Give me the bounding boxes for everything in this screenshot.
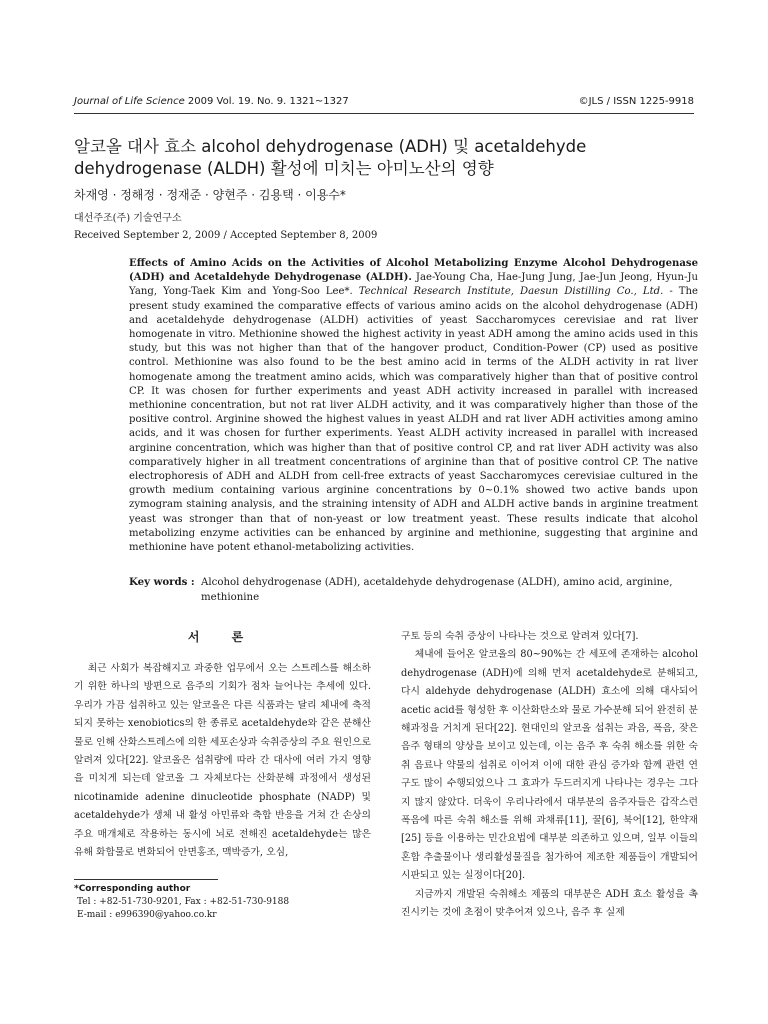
journal-citation xyxy=(74,96,349,107)
journal-name: Journal of Life Science xyxy=(74,96,185,107)
paper-title: 알코올 대사 효소 alcohol dehydrogenase (ADH) 및 acetaldehyde dehydrogenase (ALDH) 활성에 미치는 아미노산의 영향 xyxy=(74,137,587,178)
received-dates: Received September 2, 2009 / Accepted September 8, 2009 xyxy=(74,230,378,241)
footnote xyxy=(74,883,374,922)
keywords-value: Alcohol dehydrogenase (ADH), acetaldehyde dehydrogenase (ALDH), amino acid, arginine, methionine xyxy=(201,577,673,603)
footnote-email: E-mail : e996390@yahoo.co.kr xyxy=(77,910,217,920)
section-heading-introduction: 서 론 xyxy=(187,630,258,644)
intro-paragraph-1: 최근 사회가 복잡해지고 과중한 업무에서 오는 스트레스를 해소하기 위한 하나의 방편으로 음주의 기회가 점차 늘어나는 추세에 있다. 우리가 가끔 섭취하고 있는 알코올은 다른 식품과는 달리 체내에 축적되지 못하는 xenobiotics의 한 종류로 acetaldehyde와 같은 분해산물로 인해 산화스트레스에 의한 세포손상과 숙취증상의 주요 원인으로 알려져 있다[22]. 알코올은 섭취량에 따라 간 대사에 여러 가지 영향을 미치게 되는데 알코올 그 자체보다는 산화분해 과정에서 생성된 nicotinamide adenine dinucleotide phosphate (NADP) 및 acetaldehyde가 생체 내 활성 아민류와 축합 반응을 거쳐 간 손상의 주요 매개체로 작용하는 동시에 뇌로 전해진 acetaldehyde는 많은 유해 화합물로 변화되어 안면홍조, 맥박증가, 오심, xyxy=(74,663,371,859)
footnote-heading: *Corresponding author xyxy=(74,884,191,894)
header-rule xyxy=(74,113,694,114)
keywords-label: Key words : xyxy=(129,576,195,588)
author-list: 차재영 · 정해정 · 정재준 · 양현주 · 김용택 · 이용수* xyxy=(74,188,346,202)
affiliation: 대선주조(주) 기술연구소 xyxy=(74,213,182,224)
intro-paragraph-continued: 구토 등의 숙취 증상이 나타나는 것으로 알려져 있다[7]. xyxy=(401,631,639,642)
left-column xyxy=(74,660,371,862)
abstract xyxy=(129,257,698,555)
right-column xyxy=(401,628,698,923)
abstract-body: - The present study examined the comparative effects of various amino acids on the alcohol dehydrogenase (ADH) and acetaldehyde dehydrogenase (ALDH) activities of yeast Saccharomyces cerevisiae and rat liver homogenate in vitro. Methionine showed the highest activity in yeast ADH among the amino acids used in this study, but this was not higher than that of the hangover product, Condition-Power (CP) used as positive control. Methionine was also found to be the best amino acid in terms of the ALDH activity in rat liver homogenate among the treatment amino acids, which was comparatively higher than that of positive control CP. It was chosen for further experiments and yeast ADH activity increased in parallel with increased methionine concentration, but not rat liver ALDH activity, and it was comparatively higher than those of the positive control. Arginine showed the highest values in yeast ALDH and rat liver ADH activities among amino acids, and it was chosen for further experiments. Yeast ALDH activity increased in parallel with increased arginine concentration, which was higher than that of positive control CP, and rat liver ADH activity was also comparatively higher in all treatment concentrations of arginine than that of positive control CP. The native electrophoresis of ADH and ALDH from cell-free extracts of yeast Saccharomyces cerevisiae cultured in the growth medium containing various arginine concentrations by 0~0.1% showed two active bands upon zymogram staining analysis, and the straining intensity of ADH and ALDH active bands in arginine treatment yeast was stronger than that of non-yeast or low treatment yeast. These results indicate that alcohol metabolizing enzyme activities can be enhanced by arginine and methionine, suggesting that arginine and methionine have potent ethanol-metabolizing activities. xyxy=(129,286,699,554)
journal-volume: 2009 Vol. 19. No. 9. 1321~1327 xyxy=(187,96,349,107)
footnote-phone: Tel : +82-51-730-9201, Fax : +82-51-730-9188 xyxy=(77,897,290,907)
abstract-institution: Technical Research Institute, Daesun Distilling Co., Ltd. xyxy=(358,286,664,298)
issn: ©JLS / ISSN 1225-9918 xyxy=(578,96,694,107)
intro-paragraph-3: 지금까지 개발된 숙취해소 제품의 대부분은 ADH 효소 활성을 촉진시키는 것에 초점이 맞추어져 있으나, 음주 후 실제 xyxy=(401,888,698,919)
running-header xyxy=(74,96,694,110)
abstract-title: Effects of Amino Acids on the Activities of Alcohol Metabolizing Enzyme Alcohol Dehydrogenase (ADH) and Acetaldehyde Dehydrogenase (ALDH). xyxy=(129,258,698,284)
intro-paragraph-2: 체내에 들어온 알코올의 80~90%는 간 세포에 존재하는 alcohol dehydrogenase (ADH)에 의해 먼저 acetaldehyde로 분해되고, 다시 aldehyde dehydrogenase (ALDH) 효소에 의해 대사되어 acetic acid를 형성한 후 이산화탄소와 물로 가수분해 되어 완전히 분해과정을 거치게 된다[22]. 현대인의 알코올 섭취는 과음, 폭음, 잦은 음주 형태의 양상을 보이고 있는데, 이는 음주 후 숙취 해소를 위한 숙취 음료나 약물의 섭취로 이어져 이에 대한 관심 증가와 함께 관련 연구도 많이 수행되었으나 그 효과가 두드러지게 나타나는 경우는 그다지 많지 않았다. 더욱이 우리나라에서 대부분의 음주자들은 갑작스런 폭음에 따른 숙취 해소를 위해 과채류[11], 꿀[6], 북어[12], 한약재[25] 등을 이용하는 민간요법에 대부분 의존하고 있으며, 일부 이들의 혼합 추출물이나 생리활성물질을 첨가하여 제조한 제품들이 개발되어 시판되고 있는 실정이다[20]. xyxy=(401,649,698,882)
abstract-authors: Jae-Young Cha, Hae-Jung Jung, Jae-Jun Jeong, Hyun-Ju Yang, Yong-Taek Kim and Yong-Soo Lee*. xyxy=(129,272,698,298)
footnote-rule xyxy=(74,879,218,880)
